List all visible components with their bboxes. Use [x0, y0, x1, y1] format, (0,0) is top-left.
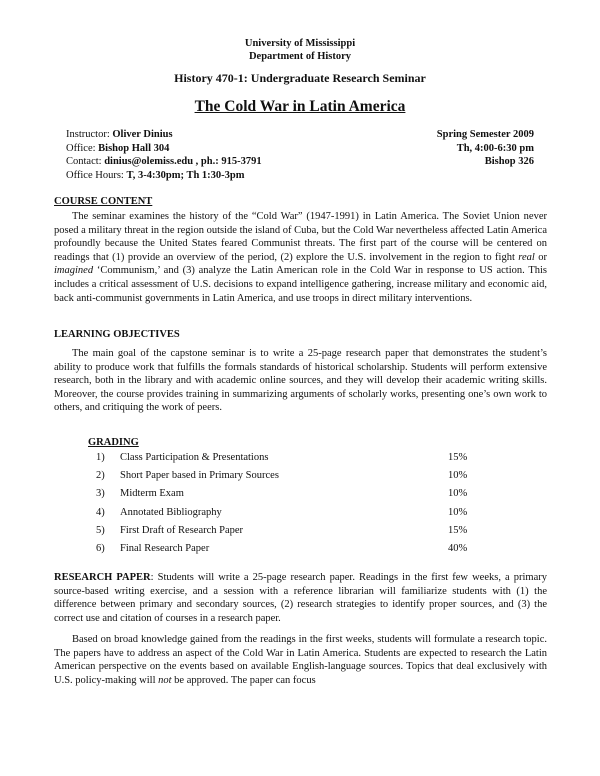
university-name: University of Mississippi — [244, 38, 356, 49]
hours-label: Office Hours: — [66, 169, 127, 181]
class-room: Bishop 326 — [484, 156, 534, 167]
grading-item-number: 2) — [96, 470, 105, 482]
grading-item — [88, 525, 488, 543]
course-content-text: The seminar examines the history of the “Cold War” (1947-1991) in Latin America. The Soviet Union never posed a military threat in the region outside the island of Cuba, but the Cold War nevertheless affected Latin America profoundly because the United States feared Communist threats. The first part of the course will be centered on readings that (1) provide an overview of the period, (2) explore the U.S. involvement in the region to fight real or imagined ‘Communism,’ and (3) analyze the Latin American role in the Cold War in response to US action. This includes a critical assessment of U.S. decisions to expand intelligence gathering, increase military and economic aid, back anti-communist governments in Latin America, and use troops in direct military interventions. — [54, 211, 548, 304]
grading-item-number: 3) — [96, 488, 105, 500]
office-value: Bishop Hall 304 — [98, 142, 170, 154]
contact-value: dinius@olemiss.edu , ph.: 915-3791 — [104, 156, 262, 167]
office-label: Office: — [66, 142, 99, 154]
grading-item-percent: 40% — [448, 542, 468, 554]
course-info — [66, 128, 534, 182]
grading-item-label: First Draft of Research Paper — [120, 524, 244, 536]
hours-value: T, 3-4:30pm; Th 1:30-3pm — [126, 169, 245, 181]
grading-heading: GRADING — [88, 437, 139, 448]
hours-line — [66, 169, 245, 183]
instructor-label: Instructor: — [66, 129, 113, 140]
header-block — [0, 37, 600, 63]
grading-item — [88, 543, 488, 561]
research-paper-paragraph: RESEARCH PAPER: Students will write a 25-page research paper. Readings in the first few weeks, a primary source-based writing exercise, and a session with a reference librarian will familiarize students with (1) the difference between primary and secondary sources, (2) research strategies to identify proper sources, and (3) the correct use and citation of courses in a research paper. — [54, 572, 547, 624]
learning-objectives-text: The main goal of the capstone seminar is to write a 25-page research paper that demonstrates the student’s ability to produce work that fulfills the formals standards of historical scholarship. Students will perform extensive research, both in the library and with academic online sources, and they will develop their academic writing skills. Moreover, the course provides training in summarizing arguments of scholarly works, presenting one’s own work to others, and critiquing the work of peers. — [54, 348, 547, 414]
office-line — [66, 142, 169, 156]
grading-item-label: Annotated Bibliography — [120, 506, 222, 518]
grading-item-percent: 15% — [448, 524, 468, 536]
research-paper-heading: RESEARCH PAPER — [54, 572, 151, 583]
contact-line — [66, 155, 262, 169]
grading-item-label: Short Paper based in Primary Sources — [120, 470, 279, 482]
grading-item-number: 1) — [96, 452, 105, 463]
info-row-1 — [66, 128, 534, 142]
research-topic-paragraph: Based on broad knowledge gained from the readings in the first weeks, students will formulate a research topic. The papers have to address an aspect of the Cold War in Latin America. Students are expected to research the Latin American perspective on the events based on available English-language sources. Topics that deal exclusively with U.S. policy-making will not be approved. The paper can focus — [54, 634, 547, 686]
grading-item — [88, 470, 488, 488]
grading-item — [88, 488, 488, 506]
grading-item-number: 4) — [96, 506, 105, 518]
info-row-2 — [66, 142, 534, 156]
grading-item — [88, 452, 488, 470]
grading-item-label: Class Participation & Presentations — [120, 452, 269, 463]
grading-item-label: Midterm Exam — [120, 488, 184, 500]
semester: Spring Semester 2009 — [436, 129, 534, 140]
info-row-4 — [66, 169, 534, 183]
grading-item-percent: 15% — [448, 452, 468, 463]
grading-item-percent: 10% — [448, 488, 468, 500]
instructor-line — [66, 128, 173, 142]
class-time: Th, 4:00-6:30 pm — [456, 142, 534, 154]
page-title: The Cold War in Latin America — [194, 98, 406, 115]
grading-item-percent: 10% — [448, 470, 468, 482]
contact-label: Contact: — [66, 156, 105, 167]
learning-objectives-heading: LEARNING OBJECTIVES — [54, 329, 180, 340]
grading-item — [88, 507, 488, 525]
course-content-heading: COURSE CONTENT — [54, 196, 153, 207]
instructor-name: Oliver Dinius — [112, 129, 173, 140]
info-row-3 — [66, 155, 534, 169]
grading-item-label: Final Research Paper — [120, 542, 210, 554]
course-name: History 470-1: Undergraduate Research Seminar — [174, 71, 426, 85]
grading-item-number: 5) — [96, 524, 105, 536]
grading-section — [88, 437, 488, 561]
grading-item-percent: 10% — [448, 506, 468, 518]
department-name: Department of History — [248, 51, 352, 62]
grading-item-number: 6) — [96, 542, 105, 554]
grading-list — [88, 452, 488, 561]
